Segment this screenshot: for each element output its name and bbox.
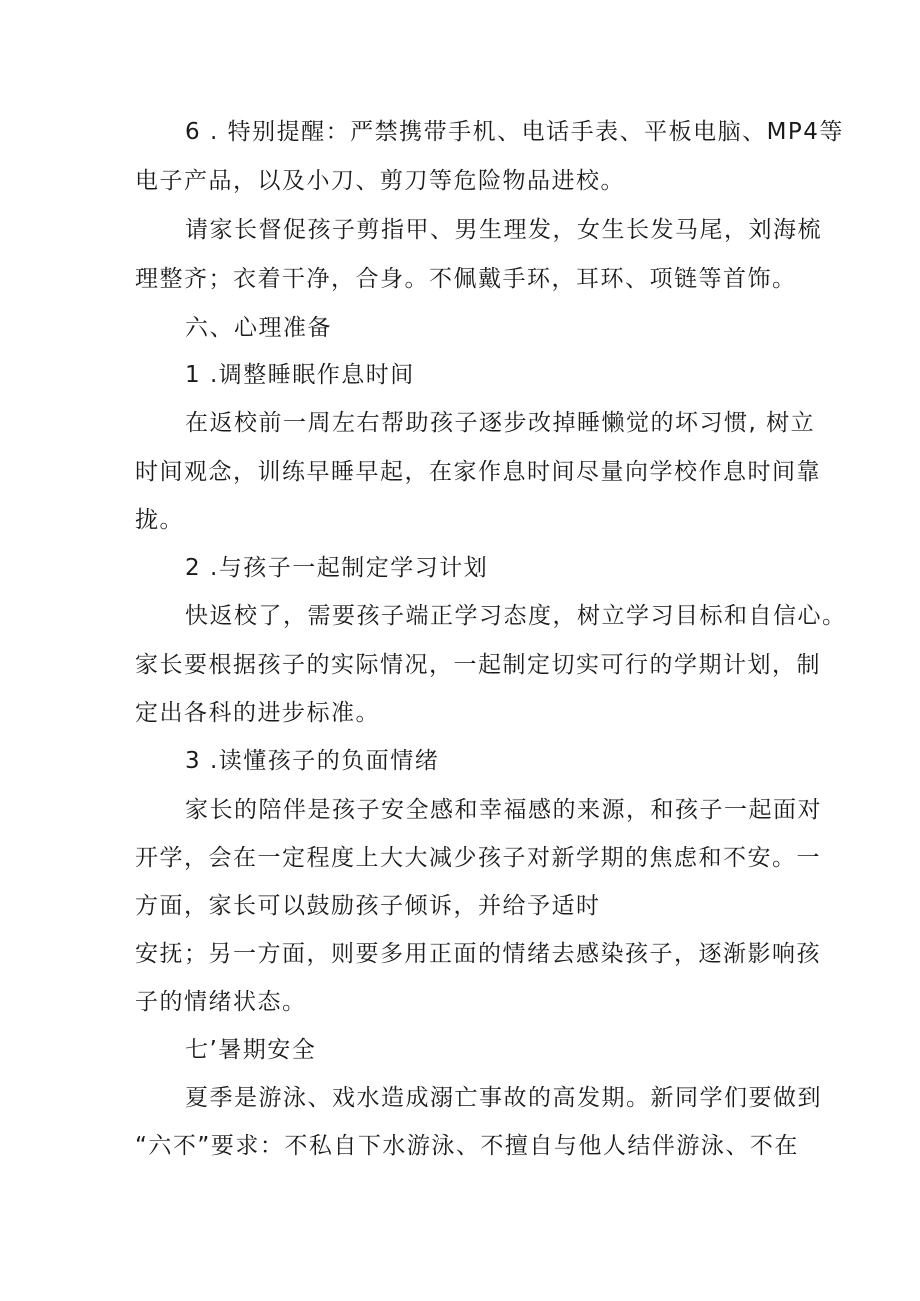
text-line: 家长的陪伴是孩子安全感和幸福感的来源，和孩子一起面对 [185, 797, 822, 823]
text-line: 方面，家长可以鼓励孩子倾诉，并给予适时 [135, 893, 601, 919]
text-line: 家长要根据孩子的实际情况，一起制定切实可行的学期计划，制 [135, 652, 821, 678]
text-line: 子的情绪状态。 [135, 989, 307, 1015]
section-heading-seven: 七’暑期安全 [185, 1037, 317, 1063]
text-line: 时间观念，训练早睡早起，在家作息时间尽量向学校作息时间靠 [135, 459, 821, 485]
text-line: 夏季是游泳、戏水造成溺亡事故的高发期。新同学们要做到 [185, 1085, 822, 1111]
text-line: 定出各科的进步标准。 [135, 700, 380, 726]
text-line: 在返校前一周左右帮助孩子逐步改掉睡懒觉的坏习惯, 树立 [185, 410, 816, 436]
text-line: “六不”要求：不私自下水游泳、不擅自与他人结伴游泳、不在 [135, 1133, 799, 1159]
text-line: 快返校了，需要孩子端正学习态度，树立学习目标和自信心。 [185, 603, 847, 629]
text-line-reminder: 6 . 特别提醒：严禁携带手机、电话手表、平板电脑、MP4等 [185, 119, 844, 145]
text-line: 开学，会在一定程度上大大减少孩子对新学期的焦虑和不安。一 [135, 845, 821, 871]
text-line: 电子产品，以及小刀、剪刀等危险物品进校。 [135, 168, 625, 194]
section-heading-six: 六、心理准备 [185, 315, 332, 341]
subheading-emotions: 3 .读懂孩子的负面情绪 [185, 748, 440, 774]
text-line: 拢。 [135, 507, 184, 533]
subheading-study-plan: 2 .与孩子一起制定学习计划 [185, 555, 489, 581]
text-line: 理整齐；衣着干净，合身。不佩戴手环，耳环、项链等首饰。 [135, 266, 797, 292]
subheading-sleep: 1 .调整睡眠作息时间 [185, 362, 415, 388]
text-line: 请家长督促孩子剪指甲、男生理发，女生长发马尾，刘海梳 [185, 217, 822, 243]
text-line: 安抚；另一方面，则要多用正面的情绪去感染孩子，逐渐影响孩 [135, 941, 821, 967]
